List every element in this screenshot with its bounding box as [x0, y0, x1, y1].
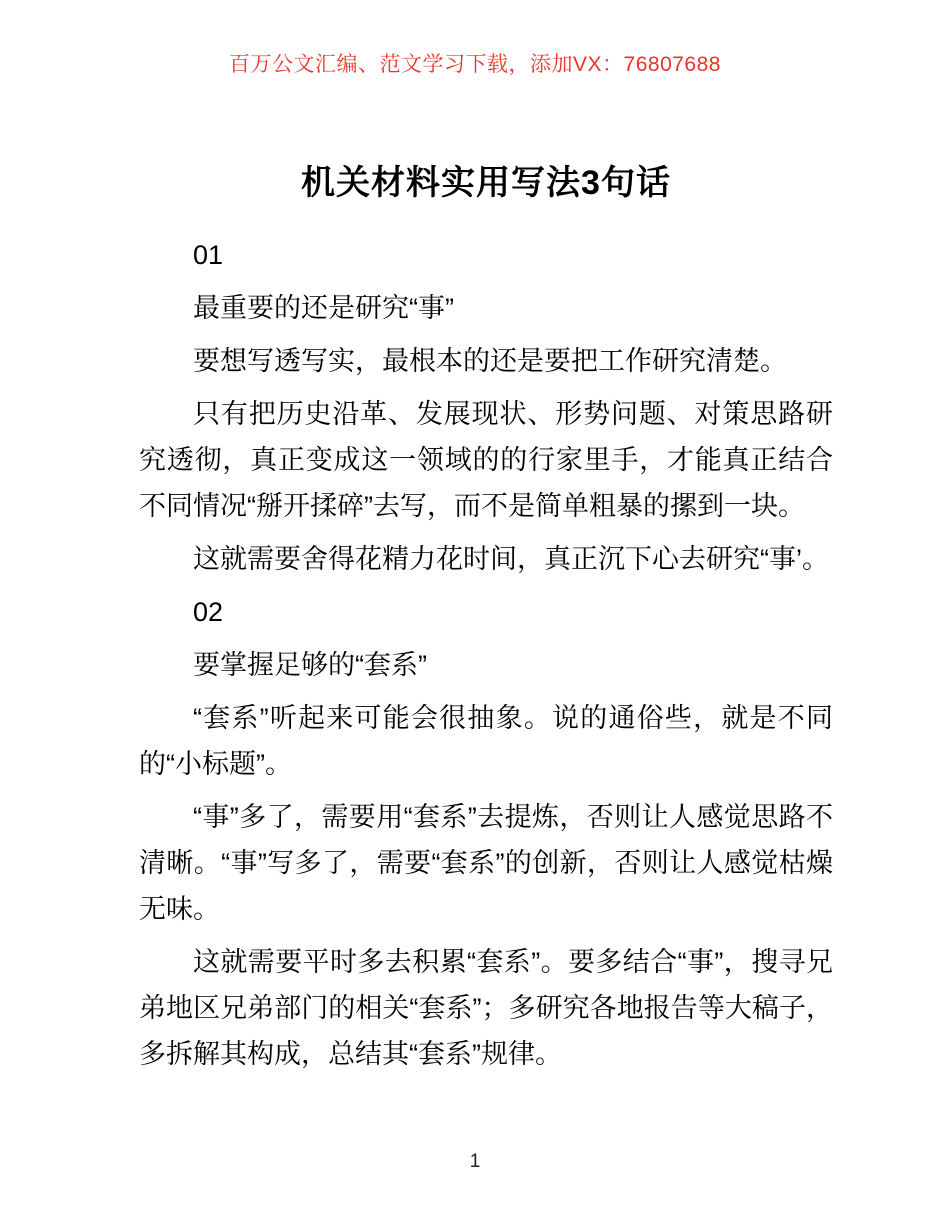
header-notice: 百万公文汇编、范文学习下载，添加VX：76807688 — [229, 53, 721, 76]
section-02-subtitle: 要掌握足够的“套系” — [193, 650, 427, 680]
paragraph: 只有把历史沿革、发展现状、形势问题、对策思路研究透彻，真正变成这一领域的的行家里手，才能真正结合不同情况“掰开揉碎”去写，而不是简单粗暴的摞到一块。 — [139, 399, 833, 521]
section-01-number: 01 — [193, 240, 224, 270]
paragraph: 这就需要平时多去积累“套系”。要多结合“事”，搜寻兄弟地区兄弟部门的相关“套系”；多研究各地报告等大稿子，多拆解其构成，总结其“套系”规律。 — [139, 947, 833, 1069]
paragraph: 要想写透写实，最根本的还是要把工作研究清楚。 — [193, 346, 787, 376]
paragraph: 这就需要舍得花精力花时间，真正沉下心去研究“事’。 — [193, 544, 829, 574]
paragraph: “事”多了，需要用“套系”去提炼，否则让人感觉思路不清晰。“事”写多了，需要“套系”的创新，否则让人感觉枯燥无味。 — [139, 802, 833, 924]
section-02-number: 02 — [193, 597, 224, 627]
paragraph: “套系”听起来可能会很抽象。说的通俗些，就是不同的“小标题”。 — [139, 703, 833, 779]
document-body — [139, 160, 833, 1084]
page-number: 1 — [469, 1151, 481, 1172]
section-01-subtitle: 最重要的还是研究“事” — [193, 293, 454, 323]
document-title: 机关材料实用写法3句话 — [301, 164, 671, 202]
